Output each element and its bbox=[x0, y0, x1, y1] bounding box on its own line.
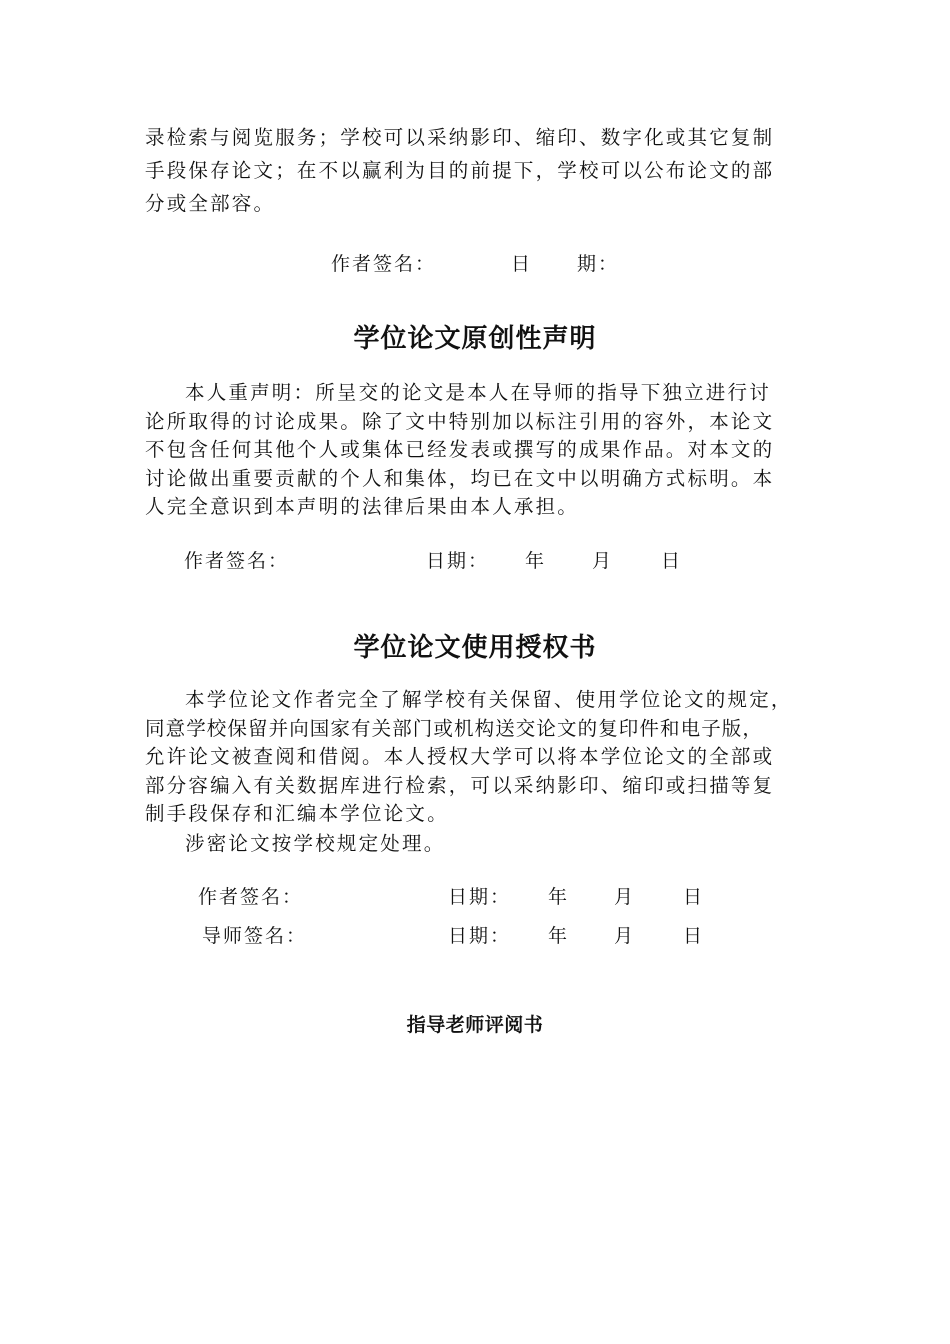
authorization-paragraph bbox=[145, 686, 810, 829]
originality-paragraph bbox=[145, 379, 810, 522]
month-label: 月 bbox=[592, 550, 614, 572]
author-signature-row bbox=[0, 882, 950, 912]
author-signature-label: 作者签名： bbox=[198, 886, 304, 908]
paragraph-line: 手段保存论文；在不以赢利为目的前提下，学校可以公布论文的部 bbox=[145, 159, 775, 182]
secret-paragraph bbox=[145, 828, 810, 856]
month-label: 月 bbox=[614, 886, 636, 908]
paragraph-line: 允许论文被查阅和借阅。本人授权大学可以将本学位论文的全部或 bbox=[145, 745, 775, 768]
author-signature-label: 作者签名： bbox=[184, 550, 290, 572]
date-label: 日期： bbox=[448, 925, 512, 947]
day-label: 日 bbox=[683, 925, 705, 947]
paragraph-line: 制手段保存和汇编本学位论文。 bbox=[145, 802, 449, 825]
day-label: 日 bbox=[683, 886, 705, 908]
paragraph-line: 本学位论文作者完全了解学校有关保留、使用学位论文的规定， bbox=[185, 688, 793, 711]
authorization-title: 学位论文使用授权书 bbox=[353, 633, 597, 663]
advisor-signature-label: 导师签名： bbox=[202, 925, 308, 947]
paragraph-line: 部分容编入有关数据库进行检索，可以采纳影印、缩印或扫描等复 bbox=[145, 773, 775, 797]
paragraph-line: 讨论做出重要贡献的个人和集体，均已在文中以明确方式标明。本 bbox=[145, 466, 775, 490]
day-label: 日 bbox=[661, 550, 683, 572]
month-label: 月 bbox=[614, 925, 636, 947]
paragraph-line: 论所取得的讨论成果。除了文中特别加以标注引用的容外，本论文 bbox=[145, 409, 775, 433]
top-paragraph bbox=[145, 121, 810, 220]
date-label: 日期： bbox=[426, 550, 490, 572]
top-signature-row bbox=[0, 249, 950, 279]
advisor-signature-row bbox=[0, 921, 950, 951]
paragraph-line: 人完全意识到本声明的法律后果由本人承担。 bbox=[145, 495, 580, 518]
year-label: 年 bbox=[525, 550, 547, 572]
paragraph-line: 涉密论文按学校规定处理。 bbox=[185, 832, 446, 855]
paragraph-line: 录检索与阅览服务；学校可以采纳影印、缩印、数字化或其它复制 bbox=[145, 126, 775, 149]
date-label-part: 日 bbox=[511, 253, 533, 275]
originality-title: 学位论文原创性声明 bbox=[353, 324, 597, 354]
paragraph-line: 不包含任何其他个人或集体已经发表或撰写的成果作品。对本文的 bbox=[145, 438, 775, 461]
author-signature-label: 作者签名： bbox=[331, 253, 437, 275]
year-label: 年 bbox=[548, 886, 570, 908]
date-label-part: 期： bbox=[577, 253, 620, 275]
paragraph-line: 分或全部容。 bbox=[145, 192, 276, 215]
date-label: 日期： bbox=[448, 886, 512, 908]
paragraph-line: 同意学校保留并向国家有关部门或机构送交论文的复印件和电子版， bbox=[145, 716, 764, 740]
paragraph-line: 本人重声明：所呈交的论文是本人在导师的指导下独立进行讨 bbox=[185, 381, 771, 404]
review-title: 指导老师评阅书 bbox=[406, 1014, 544, 1036]
year-label: 年 bbox=[548, 925, 570, 947]
originality-signature-row bbox=[0, 546, 950, 576]
